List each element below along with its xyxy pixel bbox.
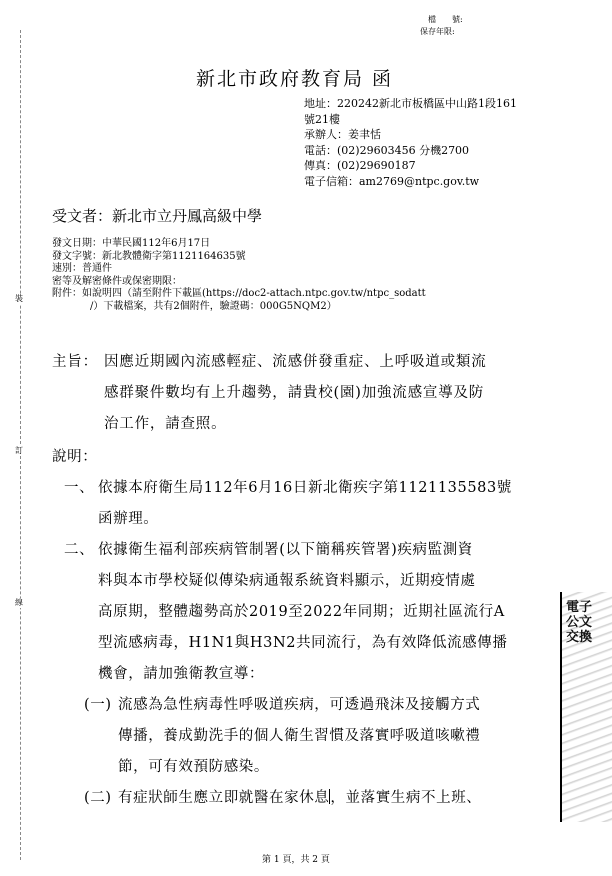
sender-address-line-1: 地址：220242新北市板橋區中山路1段161 [304,97,517,110]
item-2-line: 機會，請加強衛教宣導： [98,666,265,682]
item-2-line: 依據衛生福利部疾病管制署(以下簡稱疾管署)疾病監測資 [98,542,473,558]
item-2-line: 高原期，整體趨勢高於2019至2022年同期；近期社區流行A [98,604,505,620]
binding-mark-xian: 線 [15,598,23,607]
binding-line [20,30,21,860]
binding-mark-ding: 訂 [15,446,23,455]
page-footer: 第 1 頁，共 2 頁 [262,855,330,865]
sub-item-number: (二) [84,790,112,806]
sender-info [304,96,517,189]
document-number: 發文字號：新北教體衛字第1121164635號 [52,250,246,262]
sender-fax: 傳真：(02)29690187 [304,159,416,172]
sender-address-line-2: 號21樓 [304,112,340,126]
binding-mark-zhuang: 裝 [15,294,23,303]
subject-line: 感群聚件數均有上升趨勢，請貴校(園)加強流感宣導及防 [104,385,485,401]
sender-contact: 承辦人：姜聿恬 [304,128,381,141]
item-1-line: 依據本府衛生局112年6月16日新北衛疾字第1121135583號 [98,480,512,496]
sender-phone: 電話：(02)29603456 分機2700 [304,143,470,157]
retention-period-label: 保存年限: [420,27,455,36]
attachment-line-2: /）下載檔案，共有2個附件，驗證碼：000G5NQM2） [90,300,337,312]
subject-label: 主旨： [52,354,98,370]
file-number-label: 檔 號: [428,15,463,24]
explanation-label: 說明： [52,449,98,465]
secrecy-level: 密等及解密條件或保密期限： [52,275,182,287]
sub-item-2-text-a: 有症狀師生應立即就醫在家休息 [118,790,330,806]
document-meta [52,238,426,313]
sub-item-number: (一) [84,697,112,713]
recipient: 受文者：新北市立丹鳳高級中學 [52,207,263,225]
document-title: 新北市政府教育局 函 [196,68,394,90]
delivery-speed: 速別：普通件 [52,263,112,274]
sub-item-2-text-b: ，並落實生病不上班、 [330,790,482,806]
item-1-line: 函辦理。 [98,511,159,527]
item-number: 一、 [64,480,95,496]
item-number: 二、 [64,542,95,558]
subject-line: 治工作，請查照。 [104,416,227,432]
item-2-line: 型流感病毒，H1N1與H3N2共同流行，為有效降低流感傳播 [98,635,508,651]
issue-date: 發文日期：中華民國112年6月17日 [52,238,211,249]
sub-item-1-line: 節，可有效預防感染。 [118,759,269,775]
sender-email: 電子信箱：am2769@ntpc.gov.tw [304,174,480,188]
attachment-line-1: 附件：如說明四（請至附件下載區(https://doc2-attach.ntpc.gov.tw/ntpc_sodatt [52,288,426,299]
stamp-text: 電子公文交換 [566,600,593,645]
sub-item-2-line [118,786,481,807]
item-2-line: 料與本市學校疑似傳染病通報系統資料顯示，近期疫情處 [98,573,476,589]
subject-line: 因應近期國內流感輕症、流感併發重症、上呼吸道或類流 [104,354,487,370]
sub-item-1-line: 流感為急性病毒性呼吸道疾病，可透過飛沫及接觸方式 [118,697,481,713]
sub-item-1-line: 傳播，養成勤洗手的個人衛生習慣及落實呼吸道咳嗽禮 [118,728,481,744]
